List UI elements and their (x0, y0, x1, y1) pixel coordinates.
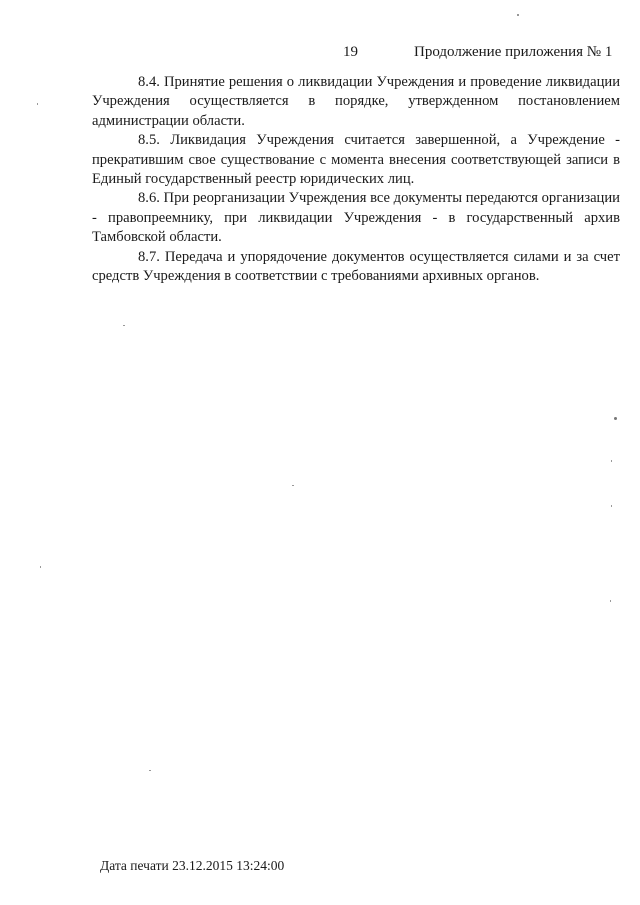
scan-speck (614, 417, 617, 420)
appendix-label: Продолжение приложения № 1 (414, 44, 613, 60)
scan-speck (37, 103, 38, 105)
scan-speck (149, 770, 151, 771)
scan-speck (40, 566, 41, 568)
paragraph-8-5: 8.5. Ликвидация Учреждения считается завершенной, а Учреждение - прекратившим свое существование с момента внесения соответствующей записи в Единый государственный реестр юридических лиц. (92, 132, 620, 188)
scan-speck (611, 460, 612, 462)
scan-speck (292, 485, 294, 486)
document-body (92, 73, 620, 286)
paragraph-8-7: 8.7. Передача и упорядочение документов осуществляется силами и за счет средств Учреждения в соответствии с требованиями архивных органов. (92, 248, 620, 285)
scan-speck (610, 600, 611, 602)
paragraph-8-6: 8.6. При реорганизации Учреждения все документы передаются организации - правопреемнику, при ликвидации Учреждения - в государственный архив Тамбовской области. (92, 190, 620, 246)
scan-speck (611, 505, 612, 507)
paragraph-8-4: 8.4. Принятие решения о ликвидации Учреждения и проведение ликвидации Учреждения осуществляется в порядке, утвержденном постановлением администрации области. (92, 74, 620, 129)
print-date-footer: Дата печати 23.12.2015 13:24:00 (100, 858, 285, 873)
scan-speck (517, 14, 519, 16)
page-number: 19 (343, 44, 358, 60)
scan-speck (123, 325, 125, 326)
